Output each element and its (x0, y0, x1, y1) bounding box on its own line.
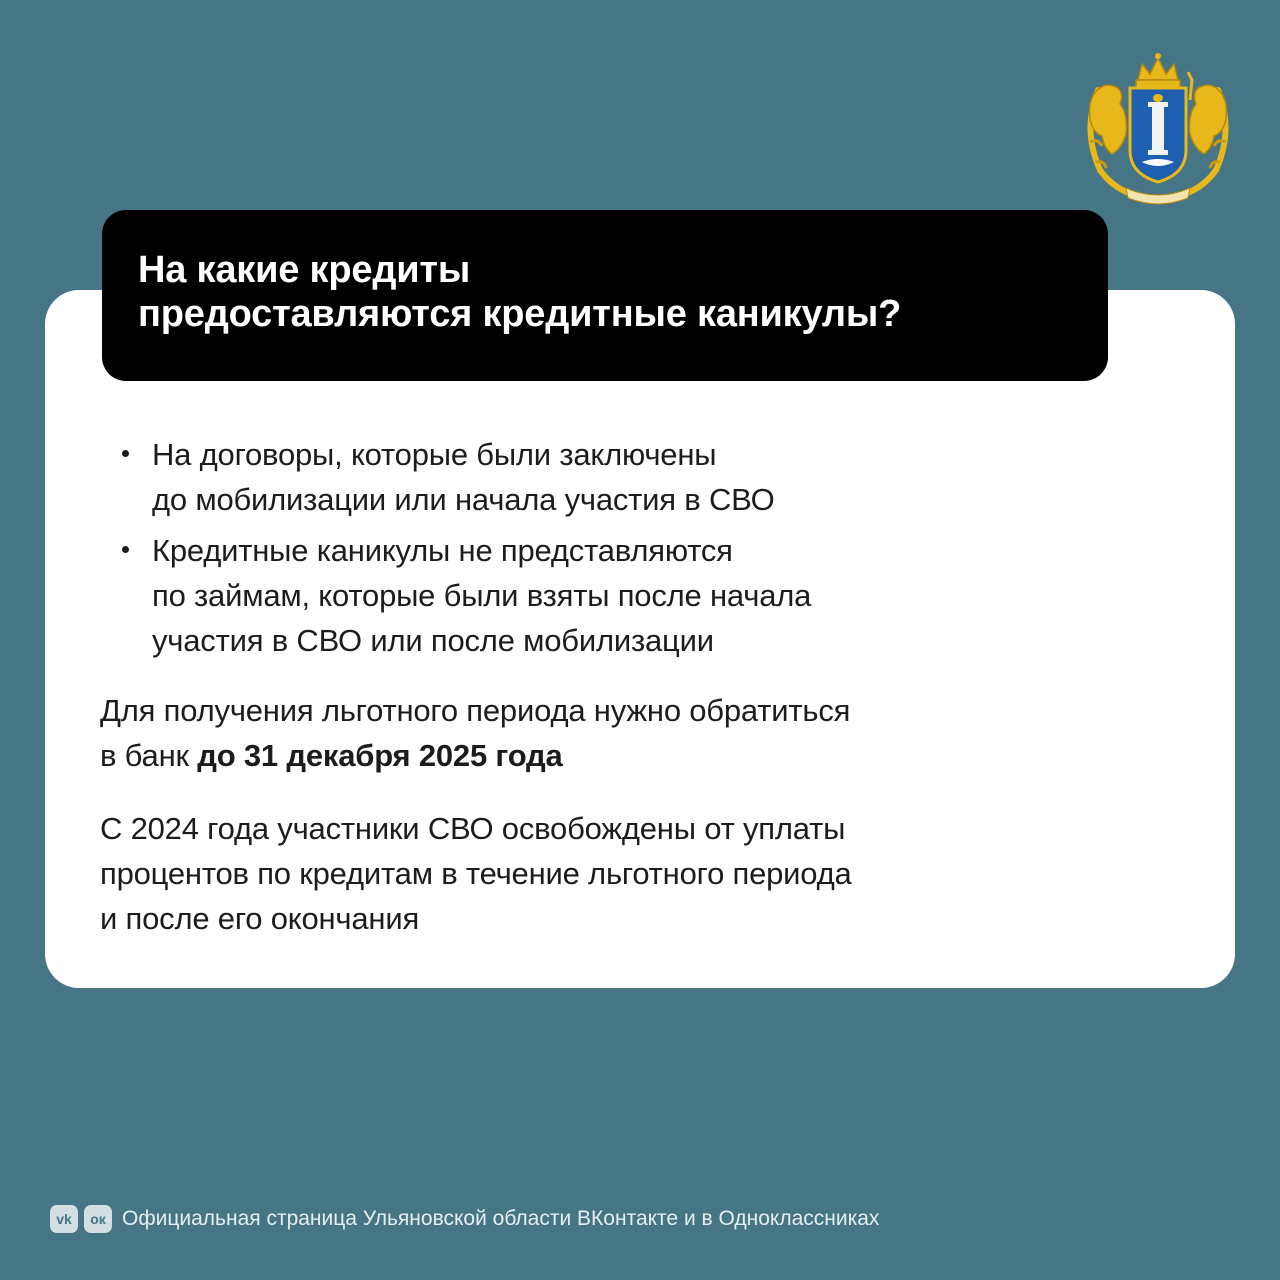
bullet-line: по займам, которые были взяты после начала (152, 578, 812, 613)
page-title-line-1: На какие кредиты (138, 249, 471, 291)
bullet-line: участия в СВО или после мобилизации (152, 623, 714, 658)
bullet-line: Кредитные каникулы не представляются (152, 533, 733, 568)
footer-text: Официальная страница Ульяновской области ВКонтакте и в Одноклассниках (122, 1207, 880, 1230)
bullet-list (116, 432, 1116, 669)
note-line: С 2024 года участники СВО освобождены от уплаты (100, 811, 846, 846)
deadline-line-1: Для получения льготного периода нужно обратиться (100, 693, 851, 728)
odnoklassniki-icon[interactable]: ок (84, 1205, 112, 1233)
bullet-line: На договоры, которые были заключены (152, 437, 717, 472)
deadline-line-2 (100, 733, 1100, 778)
deadline-paragraph (100, 688, 1100, 778)
bullet-line: до мобилизации или начала участия в СВО (152, 482, 775, 517)
note-paragraph (100, 806, 1100, 941)
footer (50, 1204, 879, 1234)
bullet-dot-icon (122, 450, 129, 457)
bullet-dot-icon (122, 546, 129, 553)
page-title-line-2: предоставляются кредитные каникулы? (138, 293, 902, 335)
vk-icon[interactable]: vk (50, 1205, 78, 1233)
list-item (116, 432, 1116, 522)
note-line: процентов по кредитам в течение льготного периода (100, 856, 852, 891)
note-line: и после его окончания (100, 901, 420, 936)
deadline-prefix: в банк (100, 738, 198, 773)
coat-of-arms-icon (1078, 50, 1238, 206)
list-item (116, 528, 1116, 663)
title-box (102, 210, 1108, 381)
deadline-date: до 31 декабря 2025 года (197, 738, 563, 773)
